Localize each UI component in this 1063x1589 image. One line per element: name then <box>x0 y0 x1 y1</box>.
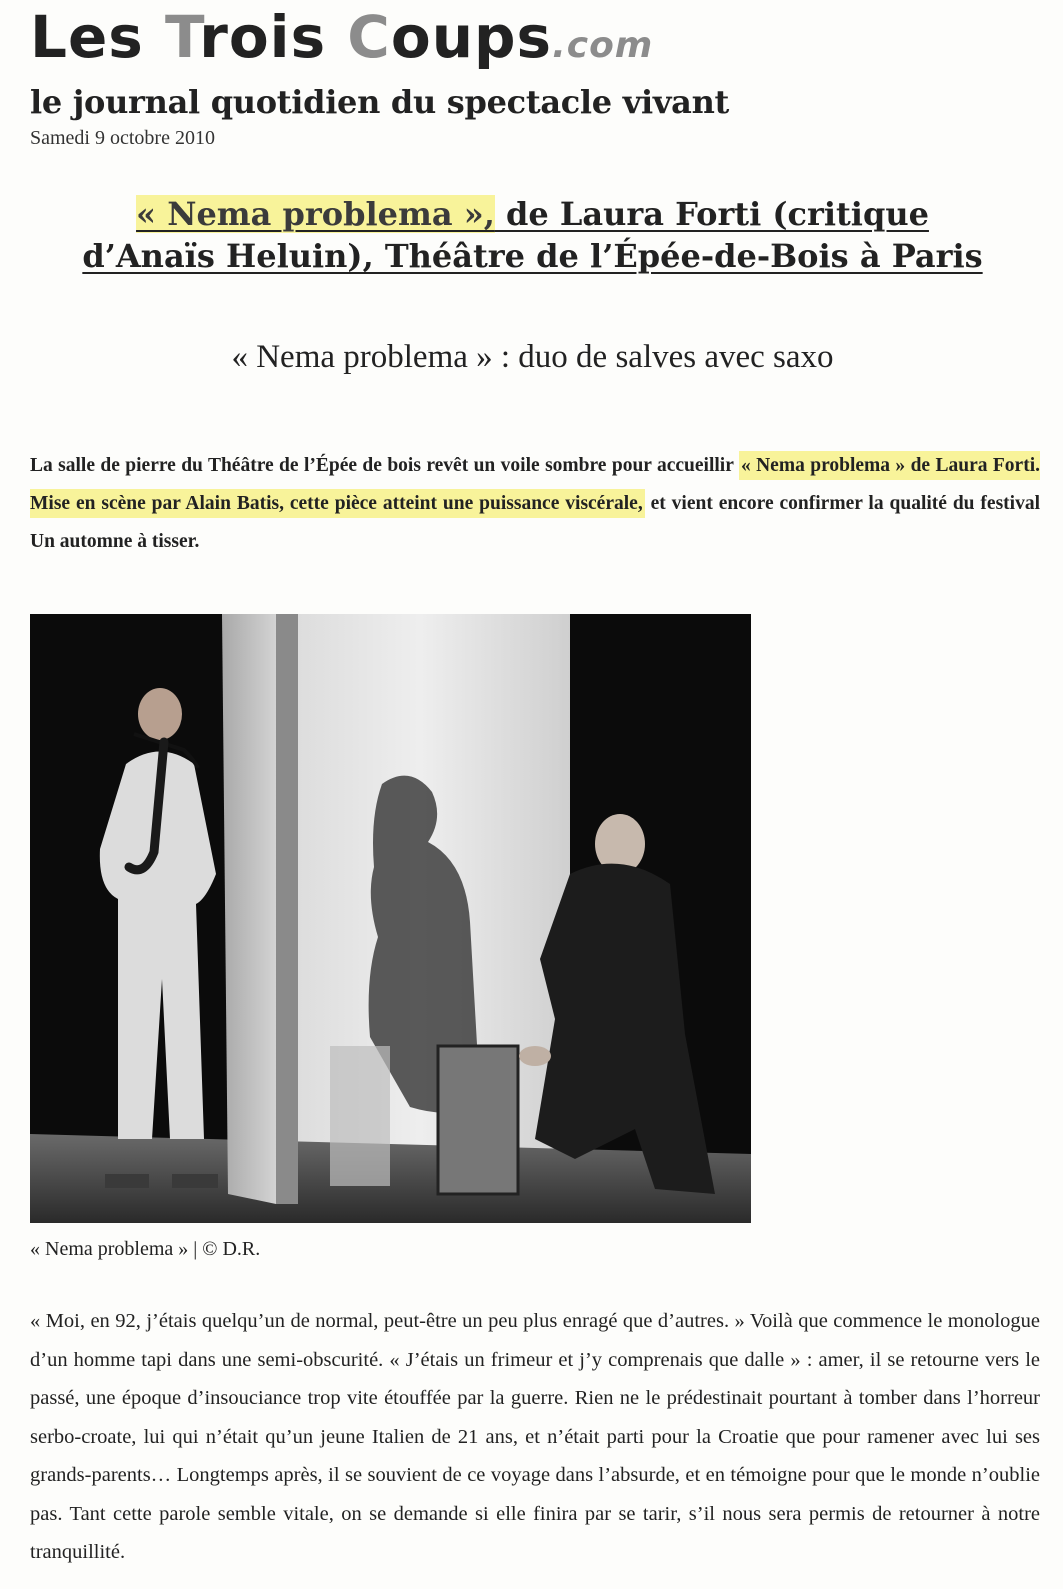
brand-name <box>30 4 653 79</box>
masthead-logo[interactable] <box>30 4 653 79</box>
article-subtitle: « Nema problema » : duo de salves avec saxo <box>231 339 834 375</box>
article-body: « Moi, en 92, j’étais quelqu’un de normal, peut-être un peu plus enragé que d’autres. » Voilà que commence le monologue d’un homme tapi dans une semi-obscurité. « J’étais un frimeur et j’y comprenais que dalle » : amer, il se retourne vers le passé, une époque d’insouciance trop vite étouffée par la guerre. Rien ne le prédestinait pourtant à tomber dans l’horreur serbo-croate, lui qui n’était qu’un jeune Italien de 21 ans, et n’était parti pour la Croatie que pour ramener avec lui ses grands-parents… Longtemps après, il se souvient de ce voyage dans l’absurde, et en témoigne pour que le monde n’oublie pas. Tant cette parole semble vitale, on se demande si elle finira par se tarir, s’il nous sera permis de retourner à notre tranquillité. <box>30 1310 1040 1563</box>
crate <box>438 1046 518 1194</box>
brand-word-les: Les <box>30 3 144 71</box>
article-title[interactable] <box>70 193 995 277</box>
article-photo <box>30 614 751 1223</box>
brand-word-oups: oups <box>390 3 553 71</box>
title-rest: de Laura Forti (critique d’Anaïs Heluin), Théâtre de l’Épée-de-Bois à Paris <box>82 195 983 275</box>
article-lead <box>30 447 1040 561</box>
title-highlighted-link[interactable]: « Nema problema », <box>136 195 495 233</box>
lead-text-start: La salle de pierre du Théâtre de l’Épée de bois revêt un voile sombre pour accueillir <box>30 455 739 476</box>
stage-photo-illustration <box>30 614 751 1223</box>
brand-letter-c: C <box>347 3 391 71</box>
brand-dotcom: .com <box>552 25 654 66</box>
tagline: le journal quotidien du spectacle vivant <box>30 83 730 121</box>
brand-letter-t: T <box>165 3 200 71</box>
brand-word-rois: rois <box>199 3 327 71</box>
photo-caption: « Nema problema » | © D.R. <box>30 1238 261 1260</box>
publication-date: Samedi 9 octobre 2010 <box>30 127 215 149</box>
lead-text-end: et vient encore confirmer la qualité du festival Un automne à tisser. <box>30 493 1040 552</box>
pillar <box>222 614 276 1204</box>
lead-highlight: « Nema problema » de Laura Forti. Mise en scène par Alain Batis, cette pièce atteint une puissance viscérale, <box>30 451 1040 518</box>
